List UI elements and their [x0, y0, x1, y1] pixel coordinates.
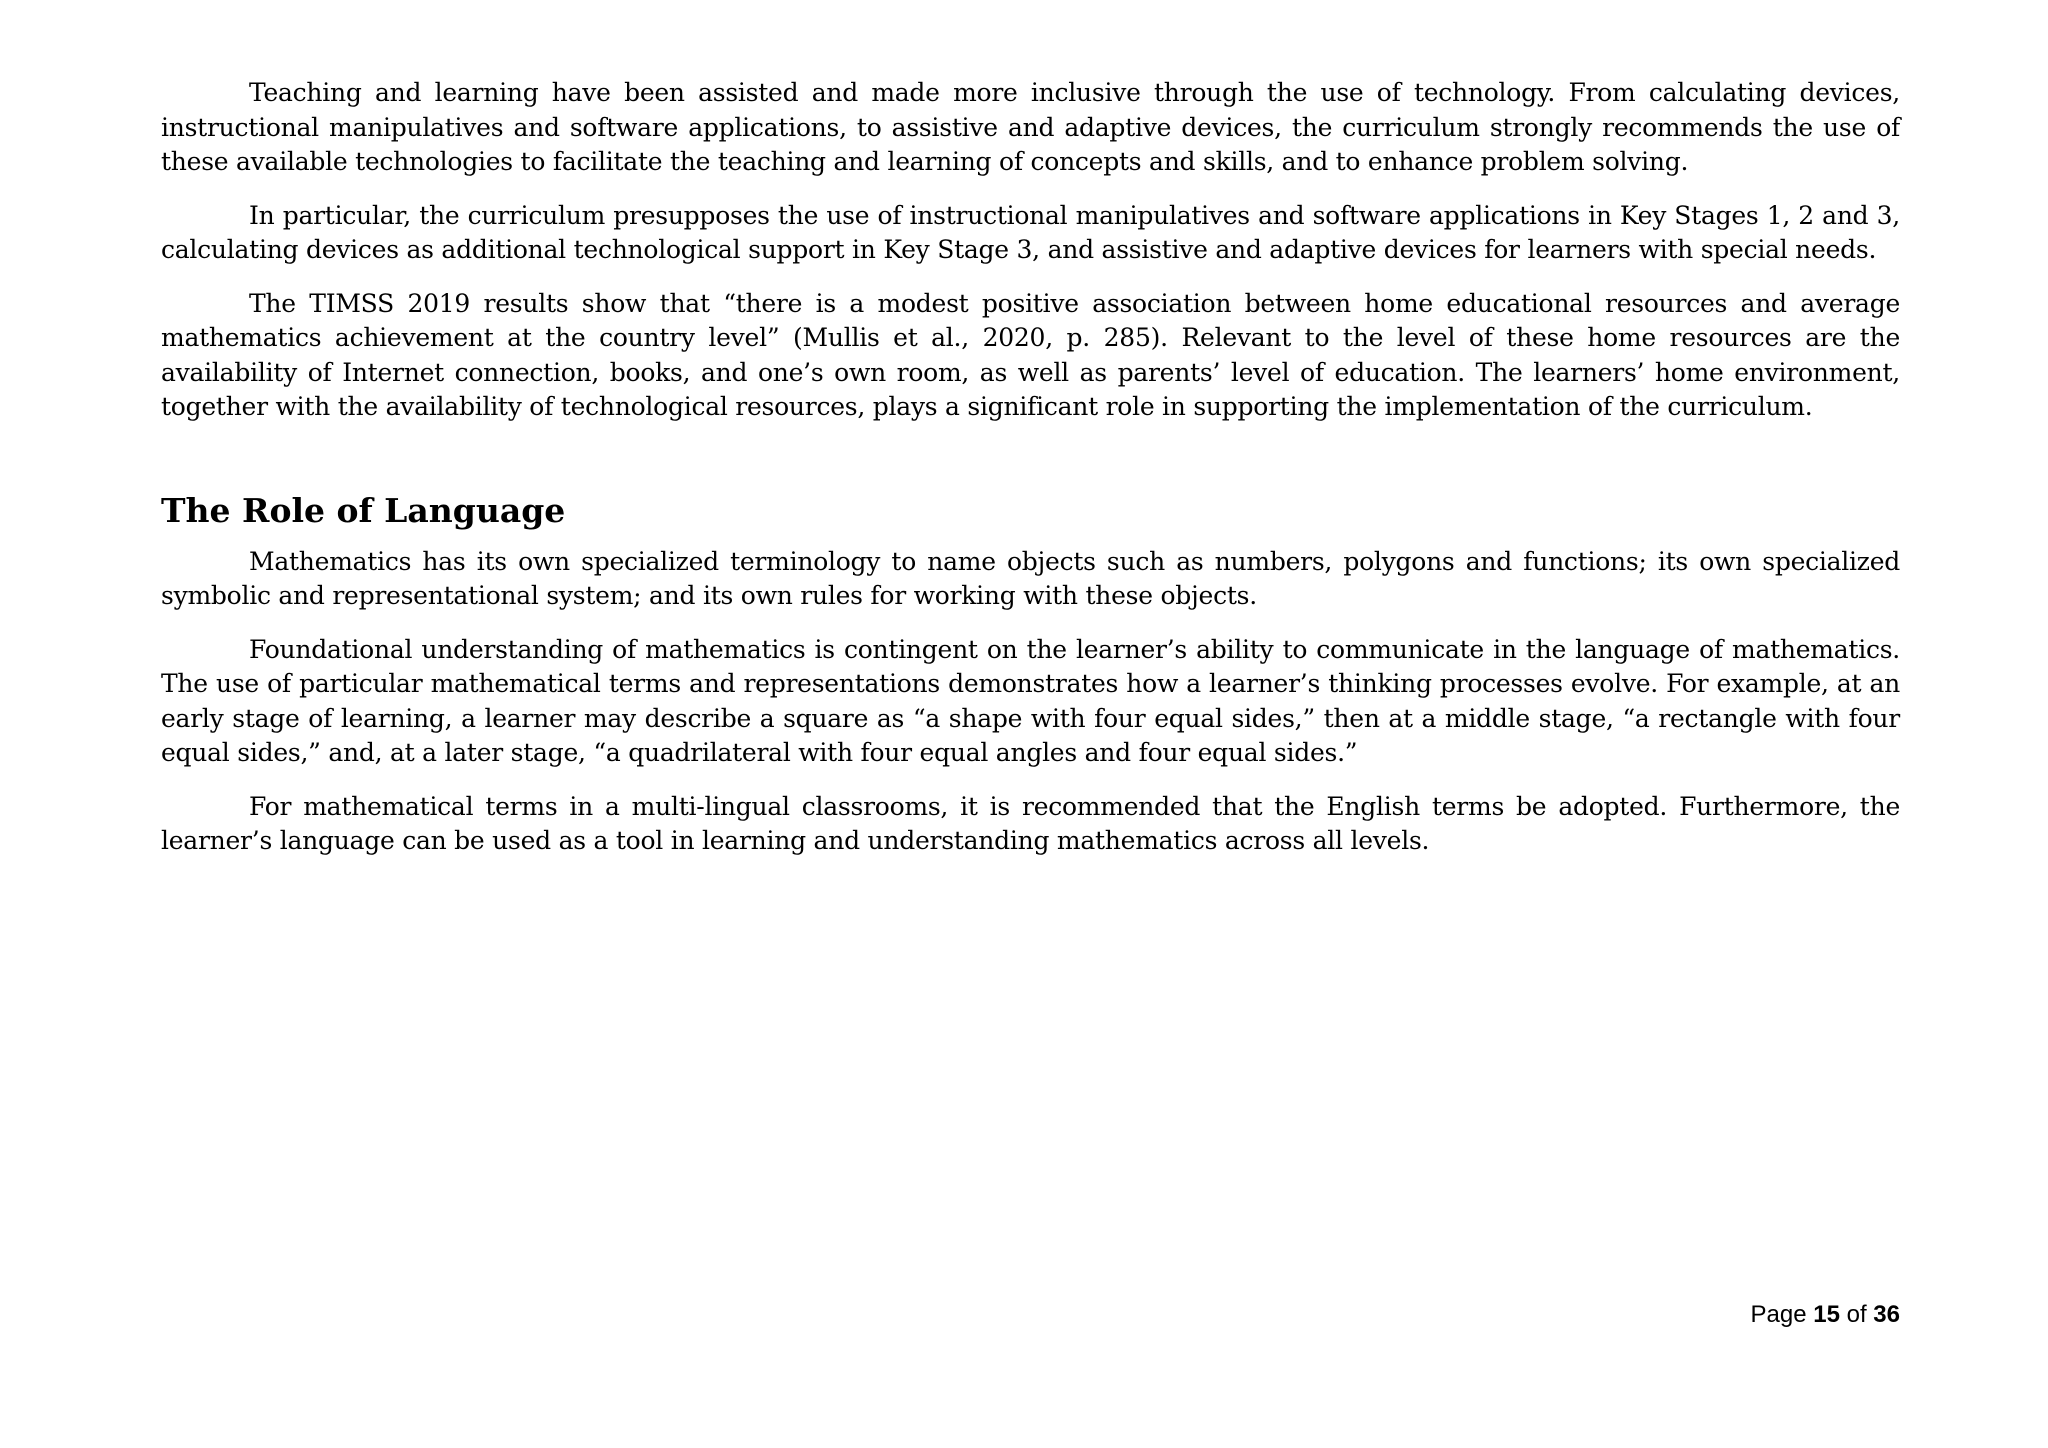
- paragraph-multilingual-classrooms: For mathematical terms in a multi-lingual classrooms, it is recommended that the English terms be adopted. Furthermore, the learner’s language can be used as a tool in learning and understanding mathematics across all levels.: [161, 791, 1900, 855]
- section-heading-role-of-language: The Role of Language: [161, 490, 566, 530]
- paragraph-specialized-terminology: Mathematics has its own specialized terminology to name objects such as numbers, polygons and functions; its own specialized symbolic and representational system; and its own rules for working with these objects.: [161, 546, 1900, 610]
- page-label: Page: [1750, 1301, 1807, 1328]
- paragraph-technology-use: Teaching and learning have been assisted and made more inclusive through the use of technology. From calculating devices, instructional manipulatives and software applications, to assistive and adaptive devices, the curriculum strongly recommends the use of these available technologies to facilitate the teaching and learning of concepts and skills, and to enhance problem solving.: [161, 78, 1900, 176]
- paragraph-timss-results: The TIMSS 2019 results show that “there is a modest positive association between home educational resources and average mathematics achievement at the country level” (Mullis et al., 2020, p. 285). Relevant to the level of these home resources are the availability of Internet connection, books, and one’s own room, as well as parents’ level of education. The learners’ home environment, together with the availability of technological resources, plays a significant role in supporting the implementation of the curriculum.: [161, 288, 1900, 421]
- paragraph-foundational-understanding: Foundational understanding of mathematics is contingent on the learner’s ability to communicate in the language of mathematics. The use of particular mathematical terms and representations demonstrates how a learner’s thinking processes evolve. For example, at an early stage of learning, a learner may describe a square as “a shape with four equal sides,” then at a middle stage, “a rectangle with four equal sides,” and, at a later stage, “a quadrilateral with four equal angles and four equal sides.”: [161, 634, 1900, 767]
- page-number: [1751, 1300, 1901, 1330]
- of-label: of: [1846, 1301, 1867, 1328]
- total-pages-number: 36: [1873, 1301, 1900, 1328]
- current-page-number: 15: [1813, 1301, 1840, 1328]
- paragraph-key-stages: In particular, the curriculum presupposes the use of instructional manipulatives and software applications in Key Stages 1, 2 and 3, calculating devices as additional technological support in Key Stage 3, and assistive and adaptive devices for learners with special needs.: [161, 200, 1900, 264]
- document-body: [161, 76, 1900, 878]
